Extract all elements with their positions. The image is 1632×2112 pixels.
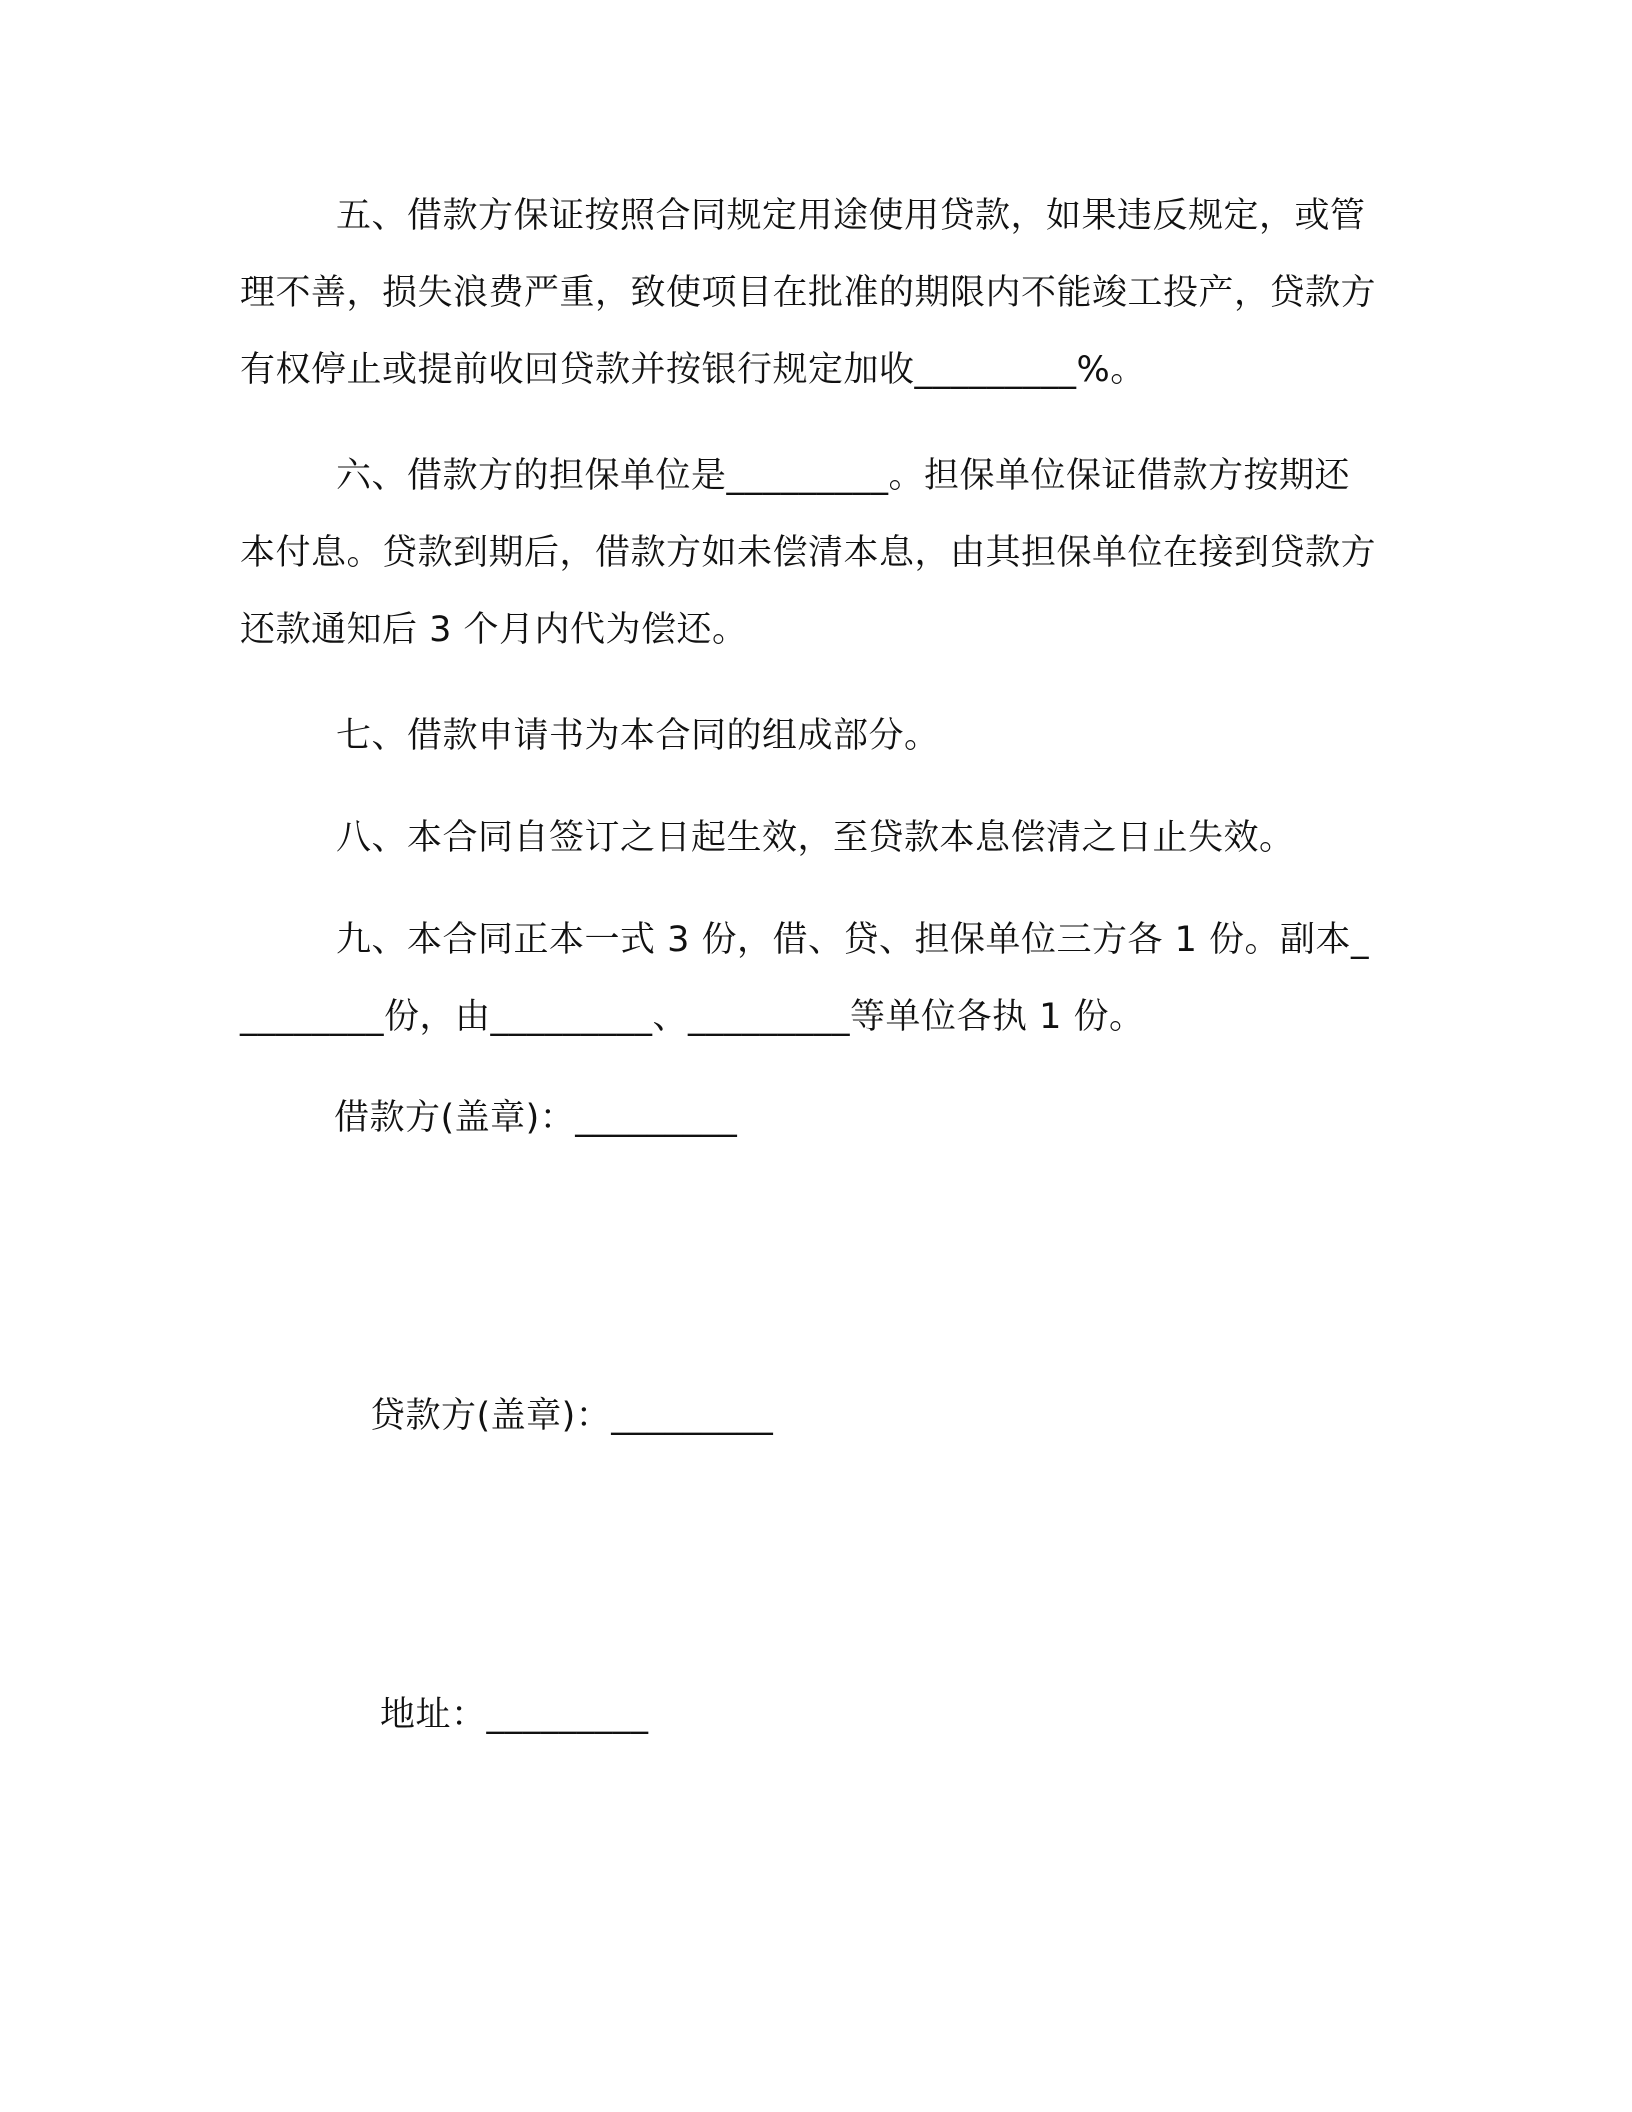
lender-signature-line: 贷款方(盖章)：_________ <box>370 1396 774 1436</box>
clause-eight: 八、本合同自签订之日起生效，至贷款本息偿清之日止失效。 <box>336 818 1295 858</box>
clause-nine: 九、本合同正本一式 3 份，借、贷、担保单位三方各 1 份。副本_________份，由_________、_________等单位各执 1 份。 <box>240 920 1370 1037</box>
clause-six: 六、借款方的担保单位是_________。担保单位保证借款方按期还本付息。贷款到期后，借款方如未偿清本息，由其担保单位在接到贷款方还款通知后 3 个月内代为偿还。 <box>240 456 1377 650</box>
address-line: 地址：_________ <box>380 1695 649 1735</box>
clause-seven: 七、借款申请书为本合同的组成部分。 <box>336 716 940 756</box>
borrower-signature-line: 借款方(盖章)：_________ <box>334 1098 738 1138</box>
clause-five: 五、借款方保证按照合同规定用途使用贷款，如果违反规定，或管理不善，损失浪费严重，致使项目在批准的期限内不能竣工投产，贷款方有权停止或提前收回贷款并按银行规定加收_________%。 <box>240 196 1377 390</box>
